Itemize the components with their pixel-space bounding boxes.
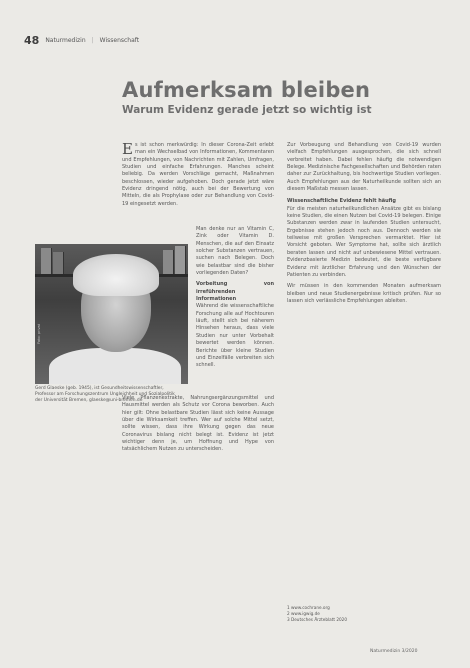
photo-caption: Gerd Glaeske (geb. 1945), ist Gesundheitswissenschaftler, Professor am Forschungszentrum Ungleichheit und Sozialpolitik der Universität Bremen, glaeske@uni-bremen.de: [35, 386, 175, 403]
intro-paragraph: s ist schon merkwürdig: In dieser Corona-Zeit erlebt man ein Wechselbad von Informationen, Kommentaren und Empfehlungen, von Nachrichten mit Zahlen, Umfragen, Studien und einfache Erfahrungen. Manches scheint beliebig. Da werden Vorschläge gemacht, Maßnahmen beschlossen, wieder aufgehoben. Doch gerade jetzt wäre Evidenz dringend nötig, auch bei der Bewertung von Mitteln, die als Prophylaxe oder zur Behandlung von Covid-19 eingesetzt werden.: [122, 142, 274, 207]
left-column-bottom: [122, 395, 274, 454]
section2-end: Wir müssen in den kommenden Monaten aufmerksam bleiben und neue Studienergebnisse kritisch prüfen. Nur so lassen sich verlässliche Empfehlungen ableiten.: [287, 283, 441, 304]
photo-book: [175, 246, 186, 274]
side-paragraph: Man denke nur an Vitamin C, Zink oder Vitamin D. Menschen, die auf den Einsatz solcher Substanzen vertrauen, suchen nach Belegen. Doch wie belastbar sind die bisher vorliegenden Daten?: [196, 226, 274, 277]
photo-book: [41, 248, 52, 274]
author-photo: [35, 244, 188, 384]
photo-shirt: [49, 348, 181, 384]
footnote: 3 Deutsches Ärzteblatt 2020: [287, 617, 347, 622]
header-subsection: Wissenschaft: [99, 37, 140, 44]
article-title: Aufmerksam bleiben: [122, 78, 371, 102]
article-subtitle: Warum Evidenz gerade jetzt so wichtig ist: [122, 104, 372, 116]
drop-cap: E: [122, 140, 133, 158]
left-column-side: [196, 226, 274, 370]
header-section: Naturmedizin: [45, 37, 86, 44]
photo-credit: Foto: privat: [37, 323, 41, 344]
section2-heading: Wissenschaftliche Evidenz fehlt häufig: [287, 198, 396, 205]
photo-hair: [73, 254, 159, 296]
header-separator: |: [91, 37, 94, 44]
right-top-paragraph: Zur Vorbeugung und Behandlung von Covid-19 wurden vielfach Empfehlungen ausgesprochen, die sich schnell verbreitet haben. Dabei fehlen häufig die notwendigen Belege. Medizinische Fachgesellschaften und Behörden raten daher zur Zurückhaltung, bis hochwertige Studien vorliegen. Auch Empfehlungen aus der Naturheilkunde sollten sich an diesem Maßstab messen lassen.: [287, 142, 441, 193]
page-number: 48: [24, 34, 40, 47]
footnote: 2 www.igwig.de: [287, 611, 320, 616]
right-column: [287, 142, 441, 305]
page-footer: Naturmedizin 3/2020: [370, 649, 418, 654]
footnote: 1 www.cochrane.org: [287, 605, 330, 610]
section1-text: Während die wissenschaftliche Forschung alle auf Hochtouren läuft, stellt sich bei näherem Hinsehen heraus, dass viele Studien nur unter Vorbehalt bewertet werden können. Berichte über kleine Studien und Einzelfälle verbreiten sich schnell.: [196, 303, 274, 369]
photo-book: [53, 252, 64, 274]
section2-text: Für die meisten naturheilkundlichen Ansätze gibt es bislang keine Studien, die einen Nutzen bei Covid-19 belegen. Einige Substanzen werden zwar in laufenden Studien untersucht, Ergebnisse stehen jedoch noch aus. Dennoch werden sie teilweise mit großen Versprechen vermarktet. Hier ist Vorsicht geboten. Wer Symptome hat, sollte sich ärztlich beraten lassen und nicht auf unbewiesene Mittel vertrauen. Evidenzbasierte Medizin bedeutet, die beste verfügbare Evidenz mit ärztlicher Erfahrung und den Wünschen der Patienten zu verbinden.: [287, 205, 441, 278]
left-column-intro: [122, 142, 274, 208]
footnotes: [287, 605, 441, 623]
page-header: [24, 34, 139, 47]
bottom-paragraph: Viele Pflanzenextrakte, Nahrungsergänzungsmittel und Hausmittel werden als Schutz vor Corona beworben. Auch hier gilt: Ohne belastbare Studien lässt sich keine Aussage über die Wirksamkeit treffen. Wer auf solche Mittel setzt, sollte wissen, dass ihre Wirkung gegen das neue Coronavirus bislang nicht belegt ist. Evidenz ist jetzt wichtiger denn je, um Hoffnung und Hype von tatsächlichem Nutzen zu unterscheiden.: [122, 395, 274, 453]
photo-book: [163, 250, 174, 274]
section1-heading: Vorbeitung von irreführenden Informationen: [196, 281, 274, 303]
